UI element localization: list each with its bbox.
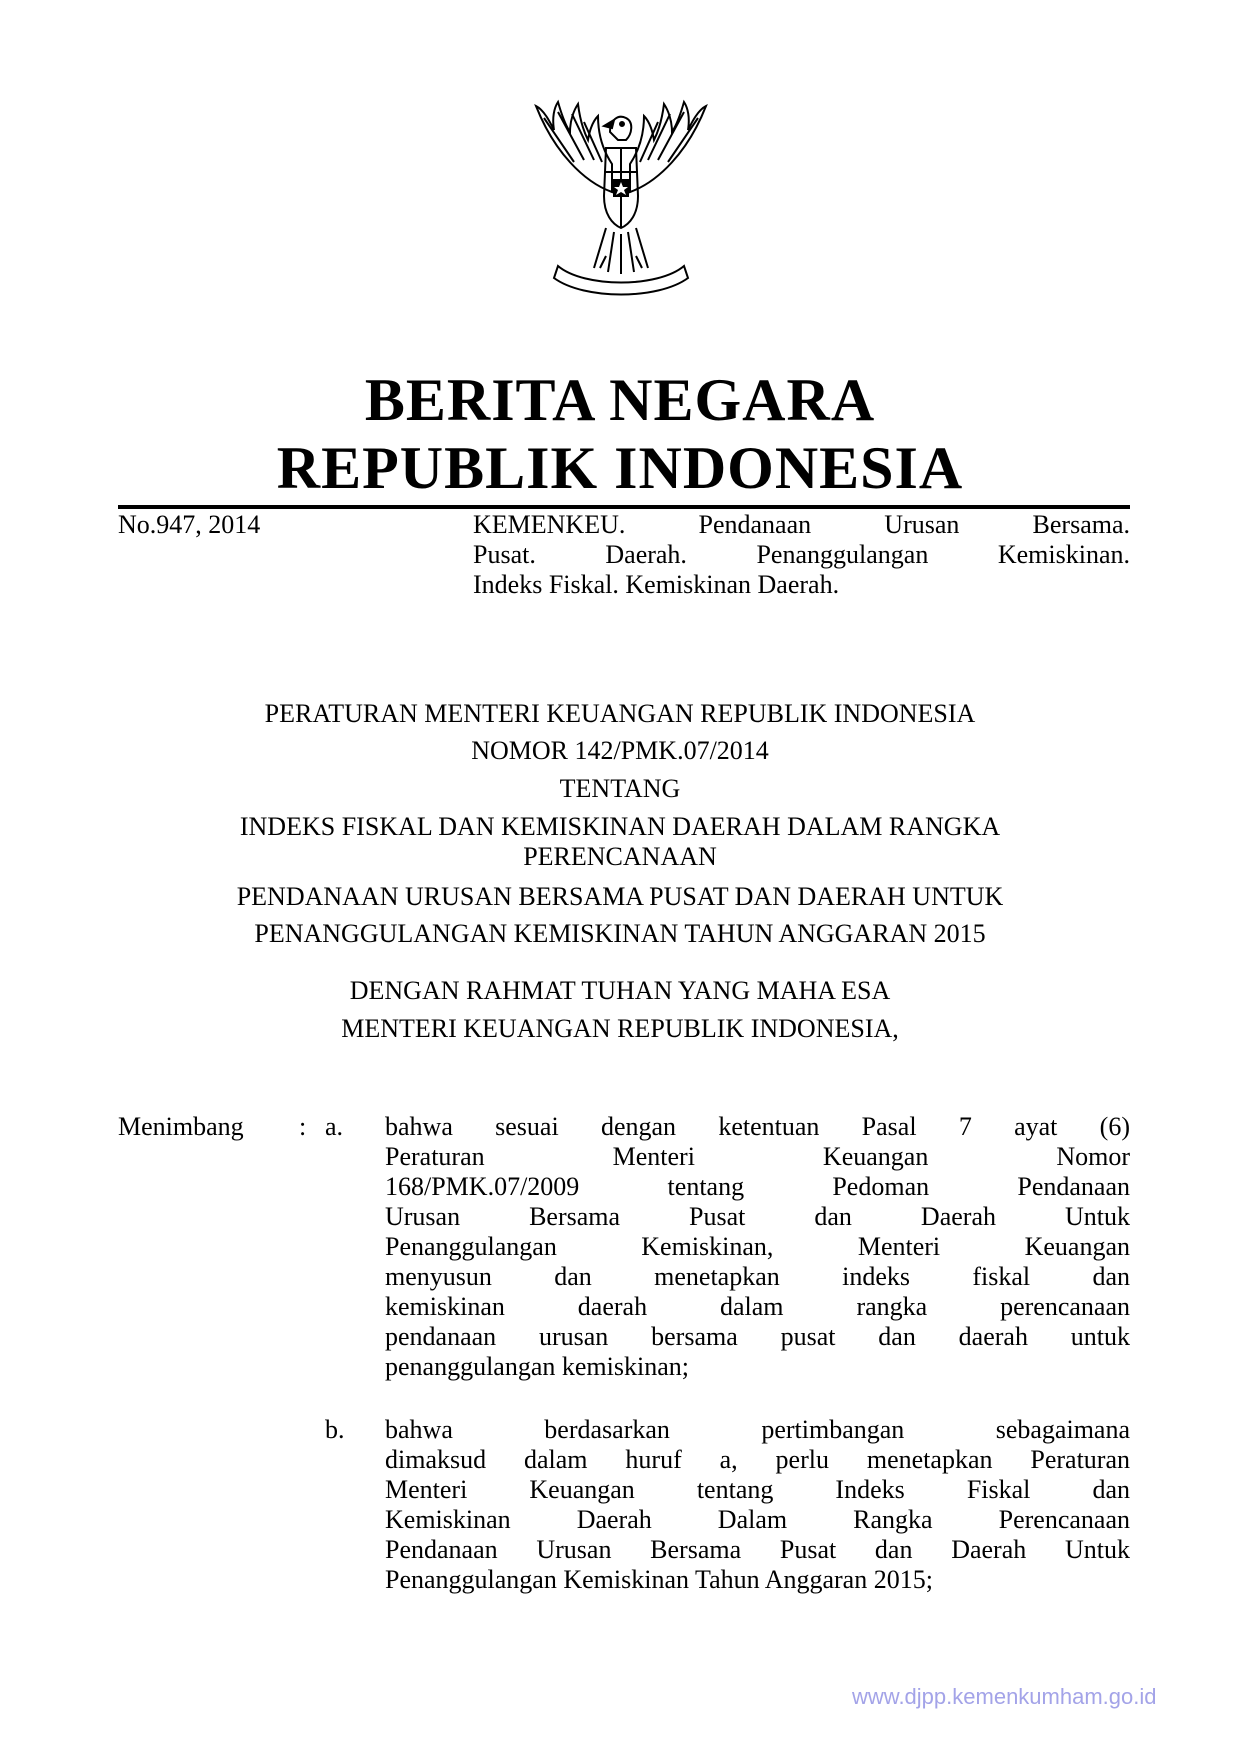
subject-line: Indeks Fiskal. Kemiskinan Daerah. xyxy=(473,570,840,599)
regulation-subject-line: PERENCANAAN xyxy=(523,842,717,871)
paragraph-line: menyusun dan menetapkan indeks fiskal dan xyxy=(385,1262,1130,1291)
invocation: DENGAN RAHMAT TUHAN YANG MAHA ESA xyxy=(349,976,891,1005)
paragraph-line: Pendanaan Urusan Bersama Pusat dan Daerah Untuk xyxy=(385,1535,1130,1564)
gazette-number: No.947, 2014 xyxy=(118,510,261,539)
paragraph-line: pendanaan urusan bersama pusat dan daerah untuk xyxy=(385,1322,1130,1351)
paragraph-line: Menteri Keuangan tentang Indeks Fiskal dan xyxy=(385,1475,1130,1504)
consideration-paragraph xyxy=(385,1112,1130,1382)
paragraph-line: Kemiskinan Daerah Dalam Rangka Perencanaan xyxy=(385,1505,1130,1534)
paragraph-line: Peraturan Menteri Keuangan Nomor xyxy=(385,1142,1130,1171)
regulation-subject-line: INDEKS FISKAL DAN KEMISKINAN DAERAH DALAM RANGKA xyxy=(239,812,1001,841)
header-divider xyxy=(118,505,1130,509)
considerations-label: Menimbang xyxy=(118,1112,244,1141)
consideration-paragraph xyxy=(385,1415,1130,1595)
subject-line: KEMENKEU. Pendanaan Urusan Bersama. xyxy=(473,510,1130,539)
paragraph-line: Penanggulangan Kemiskinan, Menteri Keuangan xyxy=(385,1232,1130,1261)
paragraph-line: bahwa berdasarkan pertimbangan sebagaimana xyxy=(385,1415,1130,1444)
paragraph-line: Penanggulangan Kemiskinan Tahun Anggaran 2015; xyxy=(385,1565,933,1594)
regulation-number: NOMOR 142/PMK.07/2014 xyxy=(471,736,769,765)
regulation-subject-line: PENDANAAN URUSAN BERSAMA PUSAT DAN DAERAH UNTUK xyxy=(236,882,1004,911)
paragraph-line: penanggulangan kemiskinan; xyxy=(385,1352,689,1381)
gazette-subject xyxy=(473,510,1130,600)
minister-title: MENTERI KEUANGAN REPUBLIK INDONESIA, xyxy=(341,1014,899,1043)
regulation-tentang: TENTANG xyxy=(559,774,681,803)
paragraph-line: dimaksud dalam huruf a, perlu menetapkan Peraturan xyxy=(385,1445,1130,1474)
paragraph-line: 168/PMK.07/2009 tentang Pedoman Pendanaan xyxy=(385,1172,1130,1201)
item-marker: b. xyxy=(325,1415,345,1444)
masthead-subtitle: REPUBLIK INDONESIA xyxy=(276,435,964,501)
regulation-heading: PERATURAN MENTERI KEUANGAN REPUBLIK INDONESIA xyxy=(264,699,976,728)
source-watermark: www.djpp.kemenkumham.go.id xyxy=(852,1684,1157,1709)
regulation-subject-line: PENANGGULANGAN KEMISKINAN TAHUN ANGGARAN 2015 xyxy=(254,919,986,948)
considerations-colon: : xyxy=(299,1112,307,1141)
subject-line: Pusat. Daerah. Penanggulangan Kemiskinan. xyxy=(473,540,1130,569)
paragraph-line: kemiskinan daerah dalam rangka perencanaan xyxy=(385,1292,1130,1321)
masthead-title: BERITA NEGARA xyxy=(364,367,876,433)
paragraph-line: bahwa sesuai dengan ketentuan Pasal 7 ayat (6) xyxy=(385,1112,1130,1141)
paragraph-line: Urusan Bersama Pusat dan Daerah Untuk xyxy=(385,1202,1130,1231)
garuda-emblem-icon xyxy=(514,92,728,310)
item-marker: a. xyxy=(325,1112,344,1141)
